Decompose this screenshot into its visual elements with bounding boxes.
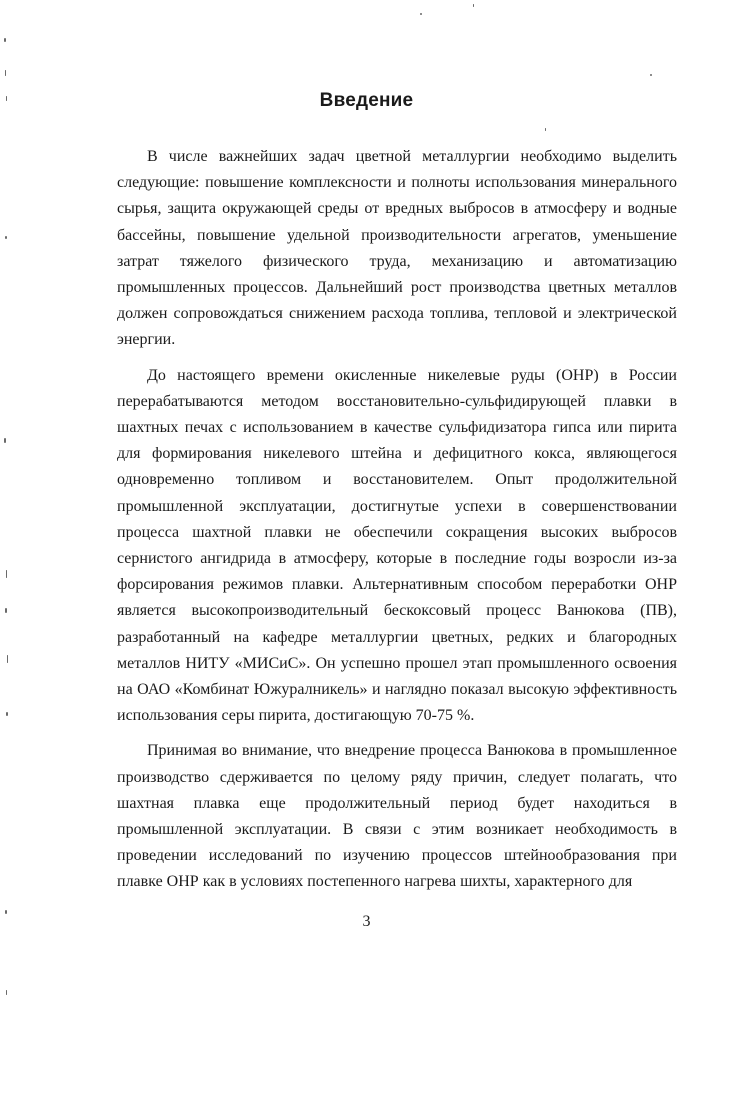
paragraph: Принимая во внимание, что внедрение процесса Ванюкова в промышленное производство сдерживается по целому ряду причин, следует полагать, что шахтная плавка еще продолжительный период будет находиться в промышленной эксплуатации. В связи с этим возникает необходимость в проведении исследований по изучению процессов штейнообразования при плавке ОНР как в условиях постепенного нагрева шихты, характерного для (117, 742, 677, 891)
scan-speck (545, 128, 546, 131)
paragraph: До настоящего времени окисленные никелевые руды (ОНР) в России перерабатываются методом восстановительно-сульфидирующей плавки в шахтных печах с использованием в качестве сульфидизатора гипса или пирита для формирования никелевого штейна и дефицитного кокса, являющегося одновременно топливом и восстановителем. Опыт продолжительной промышленной эксплуатации, достигнутые успехи в совершенствовании процесса шахтной плавки не обеспечили сокращения высоких выбросов сернистого ангидрида в атмосферу, которые в последние годы возросли из-за форсирования режимов плавки. Альтернативным способом переработки ОНР является высокопроизводительный бескоксовый процесс Ванюкова (ПВ), разработанный на кафедре металлургии цветных, редких и благородных металлов НИТУ «МИСиС». Он успешно прошел этап промышленного освоения на ОАО «Комбинат Южуралникель» и наглядно показал высокую эффективность использования серы пирита, достигающую 70-75 %. (117, 366, 677, 725)
scan-speck (5, 608, 7, 613)
paragraph: В числе важнейших задач цветной металлургии необходимо выделить следующие: повышение комплексности и полноты использования минерального сырья, защита окружающей среды от вредных выбросов в атмосферу и водные бассейны, повышение удельной производительности агрегатов, уменьшение затрат тяжелого физического труда, механизацию и автоматизацию промышленных процессов. Дальнейший рост производства цветных металлов должен сопровождаться снижением расхода топлива, тепловой и электрической энергии. (117, 148, 677, 349)
body-text (117, 144, 677, 896)
scan-speck (6, 712, 8, 716)
scan-speck (7, 655, 8, 663)
scan-speck (6, 570, 7, 578)
scan-speck (420, 13, 422, 15)
scan-speck (5, 236, 7, 239)
scan-speck (5, 70, 6, 76)
scan-speck (4, 438, 6, 443)
scan-speck (650, 74, 652, 76)
scan-speck (473, 4, 474, 7)
section-title: Введение (319, 90, 414, 111)
scan-speck (4, 38, 6, 42)
page-number: 3 (362, 913, 371, 930)
scan-speck (6, 990, 7, 995)
